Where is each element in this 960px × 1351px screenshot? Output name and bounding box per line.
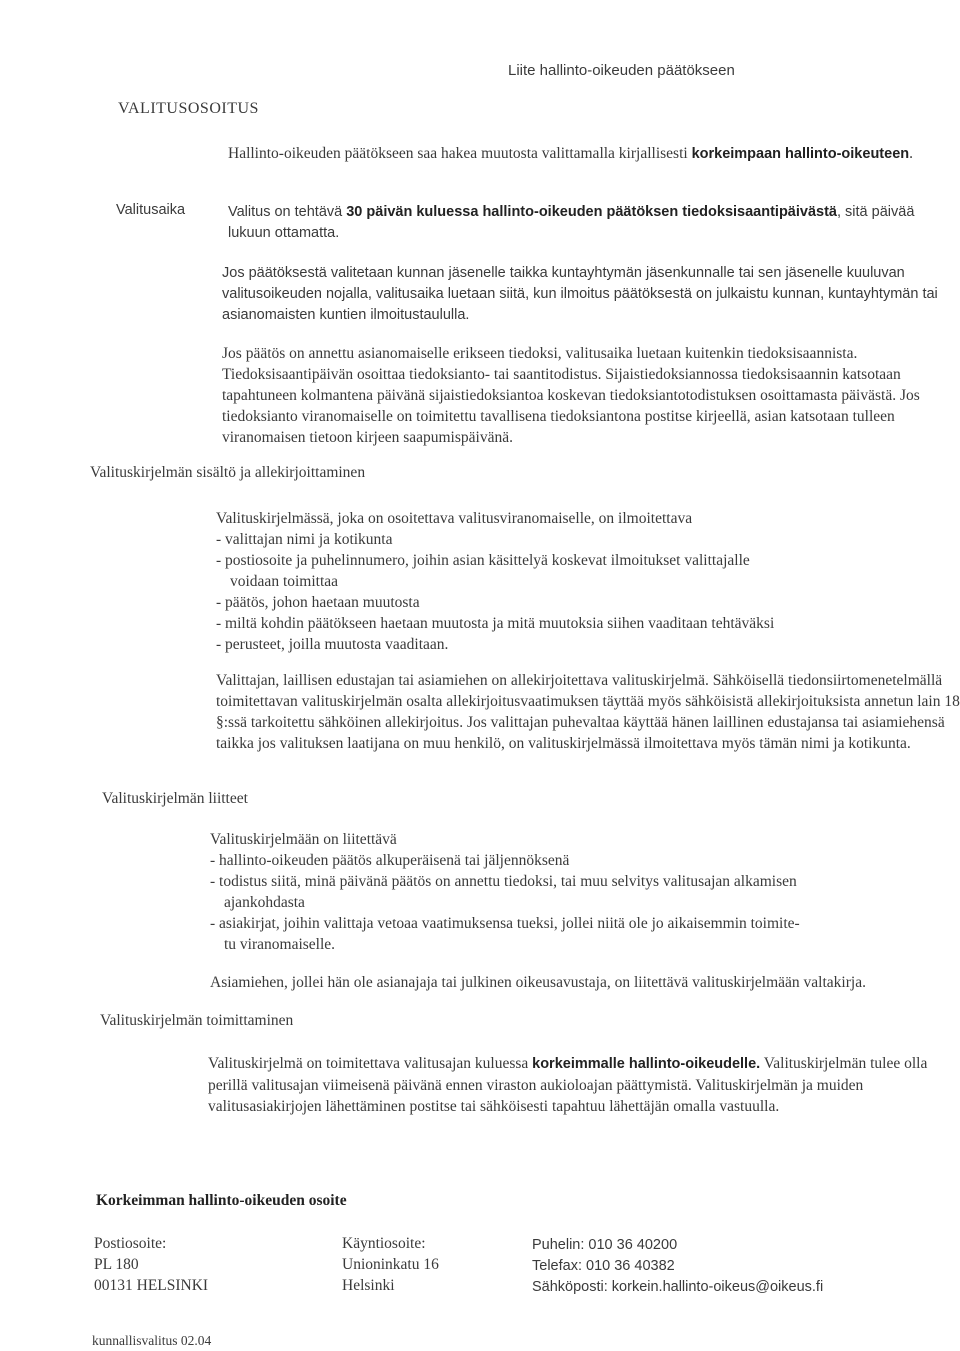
liitteet-heading: Valituskirjelmän liitteet [102, 790, 248, 807]
toimittaminen-post: Valituskirjelmän tulee olla perillä valitusajan viimeisenä päivänä ennen viraston aukioloajan päättymistä. Valituskirjelmän ja muiden valitusasiakirjojen lähettäminen postitse tai sähköisesti tapahtuu lähettäjän omalla vastuulla. [208, 1055, 928, 1115]
liitteet-item: tu viranomaiselle. [224, 936, 336, 953]
sisalto-lead: Valituskirjelmässä, joka on osoitettava valitusviranomaiselle, on ilmoitettava [216, 510, 693, 527]
liitteet-item: - asiakirjat, joihin valittaja vetoaa vaatimuksensa tueksi, jollei niitä ole jo aikaisemmin toimite- [210, 915, 800, 932]
valitusaika-paragraph-3: Jos päätös on annettu asianomaiselle erikseen tiedoksi, valitusaika luetaan kuitenkin tiedoksisaannista. Tiedoksisaantipäivän osoittaa tiedoksianto- tai saantitodistus. Sijaistiedoksiannossa tiedoksisaannin katsotaan tapahtuneen kolmantena päivänä sijaistiedoksiantoa koskevan tiedoksiantotodistuksen osoittamasta päivästä. Jos tiedoksianto viranomaiselle on toimitettu tavallisena tiedoksiantona postitse kirjeellä, asian katsotaan tulleen viranomaisen tietoon kirjeen saapumispäivänä. [222, 345, 920, 446]
document-title: VALITUSOSOITUS [118, 100, 259, 117]
valitusaika-p1-pre: Valitus on tehtävä [228, 204, 347, 220]
attachment-title: Liite hallinto-oikeuden päätökseen [508, 62, 735, 79]
sisalto-item: - päätös, johon haetaan muutosta [216, 594, 420, 611]
intro-text: Hallinto-oikeuden päätökseen saa hakea muutosta valittamalla kirjallisesti [228, 145, 692, 162]
postal-box: PL 180 [94, 1256, 139, 1273]
visit-city: Helsinki [342, 1277, 395, 1294]
intro-paragraph [228, 143, 960, 165]
valitusaika-p1-bold: 30 päivän kuluessa hallinto-oikeuden päätöksen tiedoksisaantipäivästä [346, 204, 837, 220]
footer-code: kunnallisvalitus 02.04 [92, 1333, 212, 1348]
email: Sähköposti: korkein.hallinto-oikeus@oikeus.fi [532, 1279, 824, 1295]
sisalto-heading: Valituskirjelmän sisältö ja allekirjoittaminen [90, 464, 366, 481]
liitteet-list [210, 829, 800, 955]
intro-bold: korkeimpaan hallinto-oikeuteen [691, 146, 910, 162]
valitusaika-p1-post: , sitä päivää lukuun ottamatta. [228, 204, 915, 241]
liitteet-item: - hallinto-oikeuden päätös alkuperäisenä tai jäljennöksenä [210, 852, 570, 869]
visit-street: Unioninkatu 16 [342, 1256, 439, 1273]
valitusaika-paragraph-1 [228, 202, 958, 244]
visit-label: Käyntiosoite: [342, 1235, 426, 1252]
contact-info [532, 1235, 823, 1298]
address-heading: Korkeimman hallinto-oikeuden osoite [96, 1192, 347, 1209]
valitusaika-label: Valitusaika [116, 202, 186, 218]
sisalto-item: - valittajan nimi ja kotikunta [216, 531, 393, 548]
fax: Telefax: 010 36 40382 [532, 1258, 675, 1274]
postal-label: Postiosoite: [94, 1235, 167, 1252]
sisalto-item: - miltä kohdin päätökseen haetaan muutosta ja mitä muutoksia siihen vaaditaan tehtäväksi [216, 615, 775, 632]
postal-address [94, 1233, 208, 1296]
sisalto-item: - postiosoite ja puhelinnumero, joihin asian käsittelyä koskevat ilmoitukset valittajalle [216, 552, 750, 569]
sisalto-list [216, 508, 774, 655]
sisalto-paragraph-2: Valittajan, laillisen edustajan tai asiamiehen on allekirjoitettava valituskirjelmä. Sähköisellä tiedonsiirtomenetelmällä toimitettavan valituskirjelmän osalta allekirjoitusvaatimuksen täyttää myös sähköisistä allekirjoituksista annetun lain 18 §:ssä tarkoitettu sähköinen allekirjoitus. Jos valittajan puhevaltaa käyttää hänen laillinen edustajansa tai asiamiehensä taikka jos valituksen laatijana on muu henkilö, on valituskirjelmässä ilmoitettava myös tämän nimi ja kotikunta. [216, 672, 960, 752]
intro-tail: . [909, 145, 913, 162]
toimittaminen-bold: korkeimmalle hallinto-oikeudelle. [532, 1056, 761, 1072]
liitteet-item: ajankohdasta [224, 894, 305, 911]
liitteet-paragraph-2: Asiamiehen, jollei hän ole asianajaja tai julkinen oikeusavustaja, on liitettävä valituskirjelmään valtakirja. [210, 974, 866, 991]
sisalto-item: voidaan toimittaa [230, 573, 339, 590]
toimittaminen-paragraph [208, 1053, 948, 1117]
liitteet-lead: Valituskirjelmään on liitettävä [210, 831, 397, 848]
valitusaika-paragraph-2: Jos päätöksestä valitetaan kunnan jäsenelle taikka kuntayhtymän jäsenkunnalle tai sen jäsenelle kuuluvan valitusoikeuden nojalla, valitusaika luetaan siitä, kun ilmoitus päätöksestä on julkaistu kunnan, kuntayhtymän tai asianomaisten kuntien ilmoitustaululla. [222, 265, 938, 323]
phone: Puhelin: 010 36 40200 [532, 1237, 678, 1253]
postal-city: 00131 HELSINKI [94, 1277, 209, 1294]
visit-address [342, 1233, 439, 1296]
liitteet-item: - todistus siitä, minä päivänä päätös on annettu tiedoksi, tai muu selvitys valitusajan alkamisen [210, 873, 797, 890]
sisalto-item: - perusteet, joilla muutosta vaaditaan. [216, 636, 449, 653]
toimittaminen-pre: Valituskirjelmä on toimitettava valitusajan kuluessa [208, 1055, 533, 1072]
toimittaminen-heading: Valituskirjelmän toimittaminen [100, 1012, 294, 1029]
